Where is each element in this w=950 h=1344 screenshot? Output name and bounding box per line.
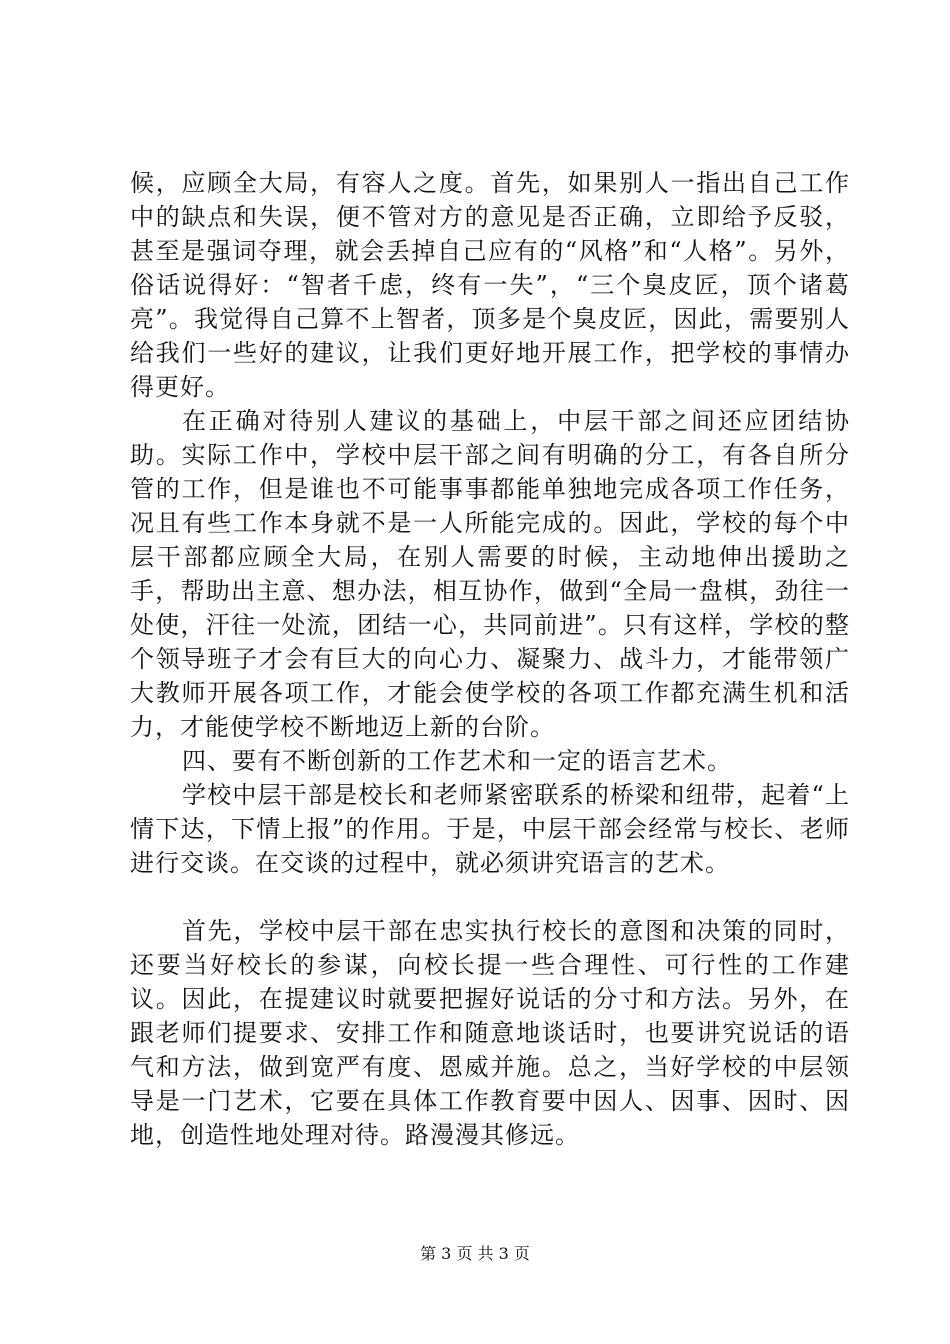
section-heading-four: 四、要有不断创新的工作艺术和一定的语言艺术。 [182, 747, 732, 775]
page-number-footer: 第 3 页 共 3 页 [420, 1244, 530, 1263]
paragraph-unity-cooperation: 在正确对待别人建议的基础上，中层干部之间还应团结协助。实际工作中，学校中层干部之间有明确的分工，有各自所分管的工作，但是谁也不可能事事都能单独地完成各项工作任务，况且有些工作本身就不是一人所能完成的。因此，学校的每个中层干部都应顾全大局，在别人需要的时候，主动地伸出援助之手，帮助出主意、想办法，相互协作，做到“全局一盘棋，劲往一处使，汗往一处流，团结一心，共同前进”。只有这样，学校的整个领导班子才会有巨大的向心力、凝聚力、战斗力，才能带领广大教师开展各项工作，才能会使学校的各项工作都充满生机和活力，才能使学校不断地迈上新的台阶。 [130, 407, 850, 741]
paragraph-continuation: 候，应顾全大局，有容人之度。首先，如果别人一指出自己工作中的缺点和失误，便不管对方的意见是否正确，立即给予反驳，甚至是强词夺理，就会丢掉自己应有的“风格”和“人格”。另外，俗话说得好：“智者千虑，终有一失”，“三个臭皮匠，顶个诸葛亮”。我觉得自己算不上智者，顶多是个臭皮匠，因此，需要别人给我们一些好的建议，让我们更好地开展工作，把学校的事情办得更好。 [130, 169, 850, 401]
paragraph-speech-art: 首先，学校中层干部在忠实执行校长的意图和决策的同时，还要当好校长的参谋，向校长提一些合理性、可行性的工作建议。因此，在提建议时就要把握好说话的分寸和方法。另外，在跟老师们提要求、安排工作和随意地谈话时，也要讲究说话的语气和方法，做到宽严有度、恩威并施。总之，当好学校的中层领导是一门艺术，它要在具体工作教育要中因人、因事、因时、因地，创造性地处理对待。路漫漫其修远。 [130, 917, 850, 1149]
document-body [130, 166, 850, 1152]
paragraph-bridge-role: 学校中层干部是校长和老师紧密联系的桥梁和纽带，起着“上情下达，下情上报”的作用。于是，中层干部会经常与校长、老师进行交谈。在交谈的过程中，就必须讲究语言的艺术。 [130, 781, 850, 877]
